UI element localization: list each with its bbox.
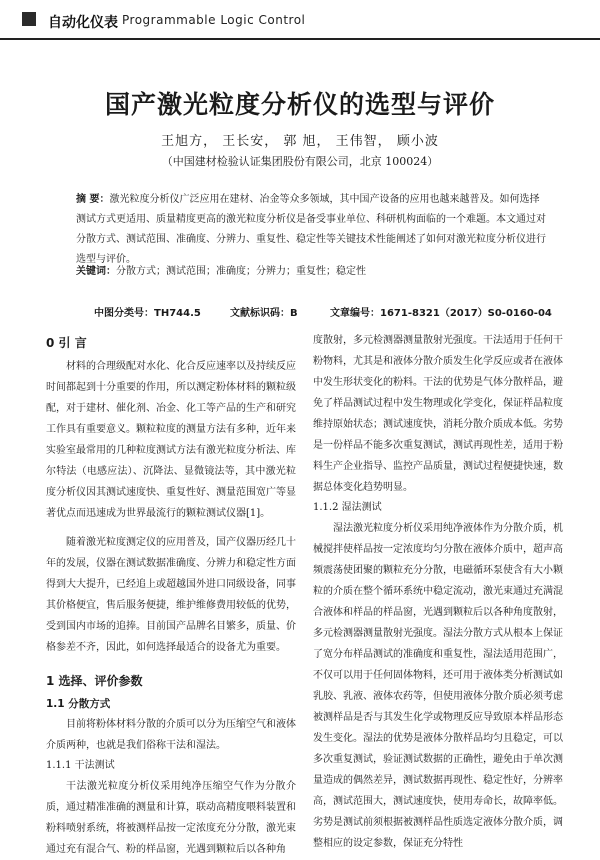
- paragraph: 随着激光粒度测定仪的应用普及，国产仪器历经几十年的发展，仪器在测试数据准确度、分辨力和稳定性方面得到大大提升，已经追上或超越国外进口同级设备，同事其价格便宜，售后服务便捷，维护维修费用较低的优势，受到国内市场的追捧。目前国产品牌名目繁多，质量、价格参差不齐，因此，如何选择最适合的设备尤为重要。: [46, 537, 296, 653]
- keywords-text: 分散方式；测试范围；准确度；分辨力；重复性；稳定性: [116, 266, 366, 277]
- article-title: 国产激光粒度分析仪的选型与评价: [104, 90, 495, 119]
- keywords-label: 关键词：: [76, 266, 116, 277]
- paragraph: 目前将粉体材料分散的介质可以分为压缩空气和液体介质两种，也就是我们俗称干法和湿法。: [46, 719, 296, 751]
- article-authors: 王旭方， 王长安， 郭 旭， 王伟智， 顾小波: [161, 134, 439, 149]
- section-heading-parameters: 1 选择、评价参数: [46, 674, 143, 688]
- subsubsection-heading-dry: 1.1.1 干法测试: [46, 760, 115, 771]
- article-affiliation: （中国建材检验认证集团股份有限公司，北京 100024）: [161, 155, 439, 168]
- paragraph: 干法激光粒度分析仪采用纯净压缩空气作为分散介质，通过精准准确的测量和计算，联动高精度喂料装置和粉料喷射系统，将被测样品按一定浓度充分分散，激光束通过充有混合气、粉的样品窗，光遇到颗粒后以各种角: [46, 781, 296, 855]
- journal-section-subtitle: Programmable Logic Control: [122, 13, 306, 27]
- header-block-icon: [22, 12, 36, 26]
- keywords: [76, 262, 546, 282]
- paragraph: 材料的合理级配对水化、化合反应速率以及持续反应时间都起到十分重要的作用，所以测定粉体材料的颗粒级配，对于建材、催化剂、冶金、化工等产品的生产和研究工作具有重要意义。颗粒粒度的测量方法有多种，近年来实验室最常用的几种粒度测试方法有激光粒度分析法、库尔特法（电感应法）、沉降法、显微镜法等，其中激光粒度分析仪因其测试速度快、重复性好、测量范围宽广等显著优点而迅速成为世界最流行的颗粒测试仪器[1]。: [46, 361, 296, 519]
- abstract: [76, 190, 546, 270]
- abstract-text: 激光粒度分析仪广泛应用在建材、冶金等众多领域，其中国产设备的应用也越来越普及。如何选择测试方式更适用、质量精度更高的激光粒度分析仪是备受事业单位、科研机构面临的一个难题。本文通过对分散方式、测试范围、准确度、分辨力、重复性、稳定性等关键技术性能阐述了如何对激光粒度分析仪进行选型与评价。: [76, 194, 546, 265]
- paragraph: 湿法激光粒度分析仪采用纯净液体作为分散介质，机械搅拌使样品按一定浓度均匀分散在液体介质中，超声高频震荡使团聚的颗粒充分分散，电磁循环泵使含有大小颗粒的介质在整个循环系统中稳定流动，激光束通过充满混合液体和样品的样品窗，光遇到颗粒后以各种角度散射，多元检测器测量散射光强度。湿法分散方式从根本上保证了宽分布样品测试的准确度和重复性，湿法适用范围广，不仅可以用于任何固体物料，还可用于液体类分析测试如乳胶、乳液、液体农药等，但使用液体分散介质必须考虑被测样品是否与其发生化学或物理反应导致原本样品形态发生变化。湿法的优势是液体分散样品均匀且稳定，可以多次重复测试，验证测试数据的正确性，避免由于单次测量造成的偶然差异，测试数据再现性、稳定性好，分辨率高，测试范围大，测试速度快，使用寿命长，故障率低。劣势是测试前须根据被测样品性质选定液体分散介质，调整相应的设定参数，保证充分特性: [313, 523, 563, 849]
- article-number: 文章编号：1671-8321（2017）S0-0160-04: [330, 308, 552, 319]
- subsubsection-heading-wet: 1.1.2 湿法测试: [313, 502, 382, 513]
- paragraph: 度散射，多元检测器测量散射光强度。干法适用于任何干粉物料，尤其是和液体分散介质发生化学反应或者在液体中发生形状变化的粉料。干法的优势是气体分散样品，避免了样品测试过程中发生物理或化学变化，保证样品粒度维持原始状态；测试速度快，消耗分散介质成本低。劣势是一份样品不能多次重复测试，测试再现性差，适用于粉料生产企业指导、监控产品质量，测试过程便捷快速，数据总体变化趋势明显。: [313, 335, 563, 493]
- subsection-heading-dispersion: 1.1 分散方式: [46, 698, 111, 710]
- body-column-left: [46, 330, 296, 860]
- document-code: 文献标识码：B: [230, 308, 298, 319]
- abstract-label: 摘 要：: [76, 194, 110, 205]
- clc-number: 中图分类号：TH744.5: [94, 308, 201, 319]
- article-meta-row: [0, 304, 600, 320]
- body-column-right: [313, 330, 563, 854]
- section-heading-introduction: 0 引 言: [46, 336, 87, 350]
- journal-name: 自动化仪表: [48, 15, 118, 31]
